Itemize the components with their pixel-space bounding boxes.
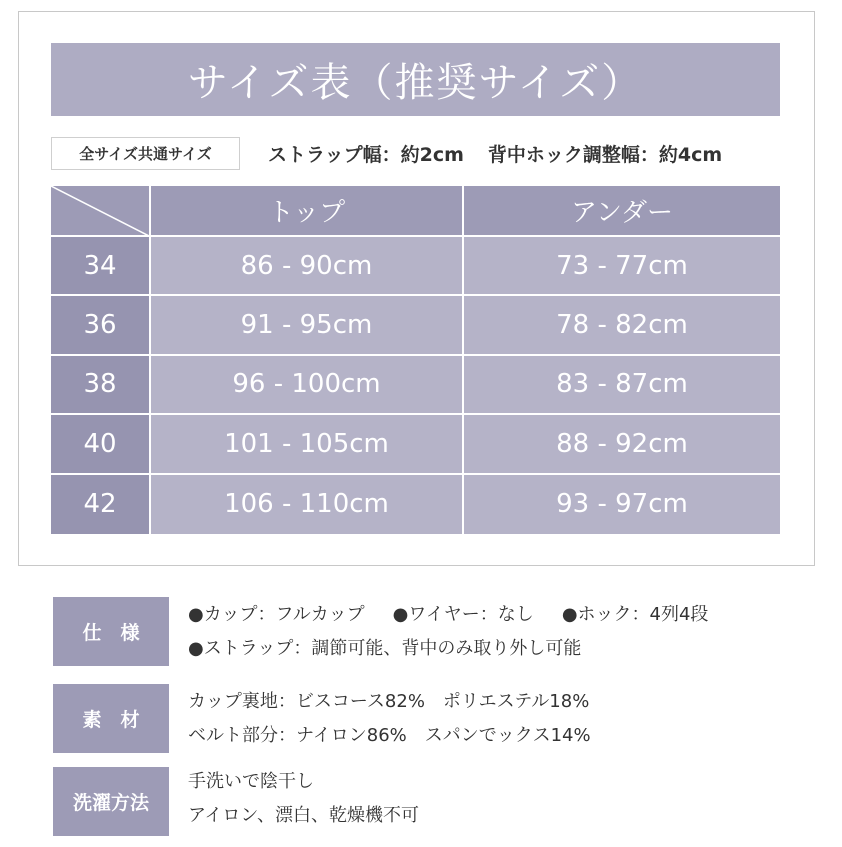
- under-cell: 83 - 87cm: [464, 356, 780, 415]
- material-details: [188, 685, 591, 753]
- common-size-tag: 全サイズ共通サイズ: [51, 137, 240, 170]
- washing-line1: 手洗いで陰干し: [188, 771, 314, 792]
- top-cell: 86 - 90cm: [151, 237, 464, 296]
- size-table: [51, 186, 780, 534]
- under-cell: 73 - 77cm: [464, 237, 780, 296]
- under-cell: 78 - 82cm: [464, 296, 780, 355]
- column-header-under: アンダー: [464, 186, 780, 237]
- column-header-top: トップ: [151, 186, 464, 237]
- top-cell: 91 - 95cm: [151, 296, 464, 355]
- spec-details: [188, 598, 708, 666]
- strap-width-text: ストラップ幅：約2cm: [268, 144, 464, 166]
- material-belt: ベルト部分：ナイロン86% スパンでックス14%: [188, 725, 591, 746]
- under-cell: 93 - 97cm: [464, 475, 780, 534]
- material-cup: カップ裏地：ビスコース82% ポリエステル18%: [188, 691, 590, 712]
- spec-label: 仕 様: [53, 597, 169, 666]
- top-cell: 96 - 100cm: [151, 356, 464, 415]
- top-cell: 101 - 105cm: [151, 415, 464, 474]
- material-label: 素 材: [53, 684, 169, 753]
- size-cell: 34: [51, 237, 151, 296]
- common-size-info: [268, 137, 722, 170]
- table-corner: [51, 186, 151, 237]
- size-cell: 36: [51, 296, 151, 355]
- top-cell: 106 - 110cm: [151, 475, 464, 534]
- washing-details: [188, 765, 419, 833]
- size-cell: 40: [51, 415, 151, 474]
- size-cell: 38: [51, 356, 151, 415]
- under-cell: 88 - 92cm: [464, 415, 780, 474]
- spec-hook: ●ホック：4列4段: [561, 604, 709, 625]
- washing-label: 洗濯方法: [53, 767, 169, 836]
- size-cell: 42: [51, 475, 151, 534]
- hook-adjust-text: 背中ホック調整幅：約4cm: [487, 144, 723, 166]
- spec-wire: ●ワイヤー：なし: [392, 604, 534, 625]
- corner-diagonal-icon: [51, 186, 151, 237]
- washing-line2: アイロン、漂白、乾燥機不可: [188, 805, 419, 826]
- spec-strap: ●ストラップ：調節可能、背中のみ取り外し可能: [188, 638, 582, 659]
- spec-cup: ●カップ：フルカップ: [188, 604, 365, 625]
- page-title: サイズ表（推奨サイズ）: [51, 43, 780, 116]
